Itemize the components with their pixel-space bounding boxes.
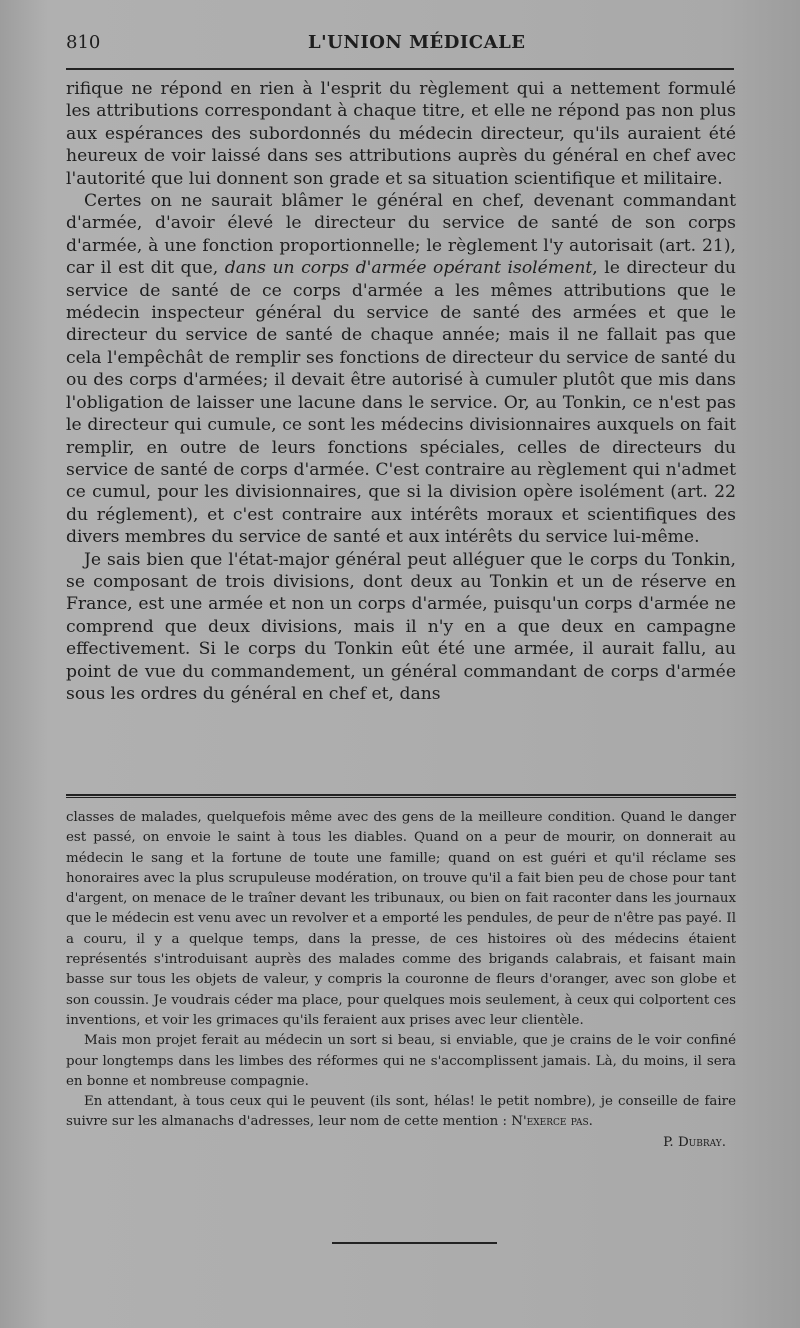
- running-title: L'UNION MÉDICALE: [308, 32, 526, 53]
- paragraph-2-end: , le directeur du service de santé de ce corps d'armée a les mêmes attributions que le médecin inspecteur général du service de santé des armées et que le directeur du service de santé de chaque année; mais il ne fallait pas que cela l'empêchât de remplir ses fonctions de directeur du service de santé du ou des corps d'armées; il devait être autorisé à cumuler plutôt que mis dans l'obligation de laisser une lacune dans le service. Or, au Tonkin, ce n'est pas le directeur qui cumule, ce sont les médecins divisionnaires auxquels on fait remplir, en outre de leurs fonctions spéciales, celles de directeurs du service de santé de corps d'armée. C'est contraire au règlement qui n'admet ce cumul, pour les divisionnaires, que si la division opère isolément (art. 22 du réglement), et c'est contraire aux intérêts moraux et scientifiques des divers membres du service de santé et aux intérêts du service lui-même.: [66, 258, 736, 548]
- italic-phrase: dans un corps d'armée opérant isolément: [224, 258, 593, 279]
- footnote-rule: [66, 794, 736, 798]
- footnote-paragraph-2: Mais mon projet ferait au médecin un sort si beau, si enviable, que je crains de le voir confiné pour longtemps dans les limbes des réformes qui ne s'accomplissent jamais. Là, du moins, il sera en bonne et nombreuse compagnie.: [66, 1033, 736, 1089]
- signature: P. Dubray.: [663, 1134, 726, 1150]
- paragraph-2: [66, 190, 736, 549]
- footnotes: [66, 808, 736, 1153]
- end-rule: [332, 1242, 497, 1244]
- paragraph-2-start: Certes on ne saurait blâmer le général en chef, devenant commandant d'armée, d'avoir élevé le directeur du service de santé de son corps d'armée, à une fonction proportionnelle; le règlement l'y autorisait (art. 21), car il est dit que,: [66, 191, 736, 279]
- footnote-paragraph-3-text: En attendant, à tous ceux qui le peuvent (ils sont, hélas! le petit nombre), je conseille de faire suivre sur les almanachs d'adresses, leur nom de cette mention :: [66, 1094, 736, 1130]
- footnote-paragraph-1: classes de malades, quelquefois même avec des gens de la meilleure condition. Quand le danger est passé, on envoie le saint à tous les diables. Quand on a peur de mourir, on donnerait au médecin le sang et la fortune de toute une famille; quand on est guéri et qu'il réclame ses honoraires avec la plus scrupuleuse modération, on trouve qu'il a fait bien peu de chose pour tant d'argent, on menace de le traîner devant les tribunaux, ou bien on fait raconter dans les journaux que le médecin est venu avec un revolver et a emporté les pendules, de peur de n'être pas payé. Il a couru, il y a quelque temps, dans la presse, de ces histoires où des médecins étaient représentés s'introduisant auprès des malades comme des brigands calabrais, et faisant main basse sur tous les objets de valeur, y compris la couronne de fleurs d'oranger, avec son globe et son coussin. Je voudrais céder ma place, pour quelques mois seulement, à ceux qui colportent ces inventions, et voir les grimaces qu'ils feraient aux prises avec leur clientèle.: [66, 810, 736, 1028]
- paragraph-3: Je sais bien que l'état-major général peut alléguer que le corps du Tonkin, se composant de trois divisions, dont deux au Tonkin et un de réserve en France, est une armée et non un corps d'armée, puisqu'un corps d'armée ne comprend que deux divisions, mais il n'y en a que deux en campagne effectivement. Si le corps du Tonkin eût été une armée, il aurait fallu, au point de vue du commandement, un général commandant de corps d'armée sous les ordres du général en chef et, dans: [66, 549, 736, 704]
- small-caps-mention: N'exerce pas.: [511, 1114, 593, 1130]
- header-rule: [66, 68, 734, 70]
- main-text: [66, 78, 736, 705]
- page-header: [0, 32, 800, 62]
- page-number: 810: [66, 32, 101, 53]
- footnote-paragraph-3: [66, 1092, 736, 1133]
- paragraph-1: rifique ne répond en rien à l'esprit du règlement qui a nettement formulé les attributions correspondant à chaque titre, et elle ne répond pas non plus aux espérances des subordonnés du médecin directeur, qu'ils auraient été heureux de voir laissé dans ses attributions auprès du général en chef avec l'autorité que lui donnent son grade et sa situation scientifique et militaire.: [66, 79, 736, 189]
